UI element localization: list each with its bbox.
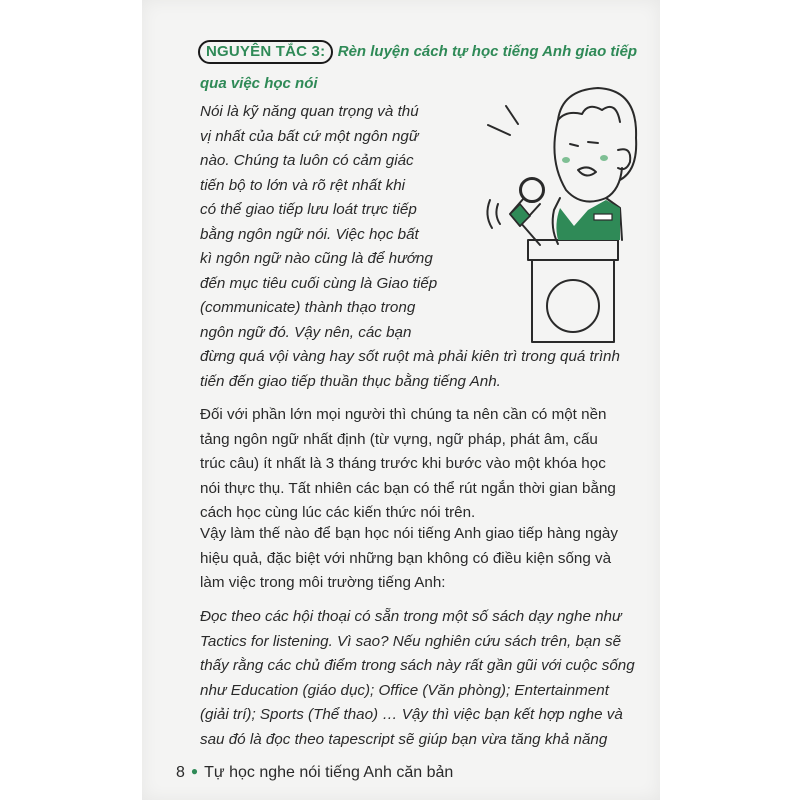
text-line: bằng ngôn ngữ nói. Việc học bất (200, 225, 419, 243)
paragraph-2 (200, 403, 644, 526)
podium-emblem (547, 280, 599, 332)
book-title: Tự học nghe nói tiếng Anh căn bản (204, 764, 454, 781)
text-line: (communicate) thành thạo trong (200, 299, 416, 316)
text-line: Vậy làm thế nào để bạn học nói tiếng Anh giao tiếp hàng ngày (200, 525, 618, 542)
text-line: như Education (giáo dục); Office (Văn phòng); Entertainment (200, 681, 609, 699)
text-line: có thể giao tiếp lưu loát trực tiếp (200, 201, 417, 218)
page-number: 8 (176, 764, 185, 781)
text-line: tảng ngôn ngữ nhất định (từ vựng, ngữ pháp, phát âm, cấu (200, 430, 598, 448)
text-line: Tactics for listening. Vì sao? Nếu nghiên cứu sách trên, bạn sẽ (200, 632, 622, 650)
paragraph-4 (200, 605, 644, 752)
paragraph-1-continued (200, 345, 644, 394)
text-line: Đọc theo các hội thoại có sẵn trong một số sách dạy nghe như (200, 608, 622, 625)
text-line: hiệu quả, đặc biệt với những bạn không có điều kiện sống và (200, 549, 612, 567)
emphasis-line (506, 106, 518, 124)
speaker-illustration (470, 80, 650, 350)
text-line: đừng quá vội vàng hay sốt ruột mà phải kiên trì trong quá trình (200, 348, 620, 365)
text-line: ngôn ngữ đó. Vậy nên, các bạn (200, 323, 412, 341)
podium-top (528, 240, 618, 260)
text-line: vị nhất của bất cứ một ngôn ngữ (200, 127, 419, 145)
heading-title: Rèn luyện cách tự học tiếng Anh giao tiếp (337, 43, 638, 60)
principle-badge: NGUYÊN TẮC 3: (198, 40, 333, 64)
text-line: làm việc trong môi trường tiếng Anh: (200, 574, 446, 591)
text-line: tiến đến giao tiếp thuần thục bằng tiếng Anh. (200, 372, 501, 390)
paragraph-3 (200, 522, 644, 596)
text-line: đến mục tiêu cuối cùng là Giao tiếp (200, 274, 438, 292)
microphone-ball (521, 179, 543, 201)
text-line: Nói là kỹ năng quan trọng và thú (200, 103, 419, 120)
sound-line (487, 200, 492, 228)
text-line: kì ngôn ngữ nào cũng là để hướng (200, 250, 433, 267)
page-footer (176, 764, 453, 782)
bullet-icon: ● (190, 764, 199, 778)
text-line: nào. Chúng ta luôn có cảm giác (200, 152, 414, 169)
text-line: cách học cùng lúc các kiến thức nói trên. (200, 504, 476, 521)
text-line: thấy rằng các chủ điểm trong sách này rất gần gũi với cuộc sống (200, 657, 635, 674)
microphone-stand (520, 222, 540, 245)
sound-line (496, 204, 500, 224)
text-line: trúc câu) ít nhất là 3 tháng trước khi bước vào một khóa học (200, 455, 606, 472)
mouth (578, 167, 596, 175)
eye-right (588, 142, 598, 143)
text-line: tiến bộ to lớn và rõ rệt nhất khi (200, 176, 406, 194)
podium-body (532, 260, 614, 342)
text-line: sau đó là đọc theo tapescript sẽ giúp bạn vừa tăng khả năng (200, 730, 608, 748)
cheek-left (562, 157, 570, 163)
eye-left (570, 144, 578, 146)
hair-outline (558, 88, 636, 180)
cheek-right (600, 155, 608, 161)
emphasis-line (488, 125, 510, 135)
section-heading (198, 40, 658, 64)
microphone-grip (510, 204, 530, 226)
text-line: nói thực thụ. Tất nhiên các bạn có thể rút ngắn thời gian bằng (200, 479, 616, 497)
paragraph-1 (200, 100, 448, 345)
text-line: Đối với phần lớn mọi người thì chúng ta nên cần có một nền (200, 406, 607, 423)
hair-fringe (558, 107, 620, 122)
text-line: (giải trí); Sports (Thể thao) … Vậy thì việc bạn kết hợp nghe và (200, 706, 623, 723)
heading-title-line2: qua việc học nói (200, 75, 318, 92)
name-tag (594, 214, 612, 220)
ear (618, 149, 630, 169)
